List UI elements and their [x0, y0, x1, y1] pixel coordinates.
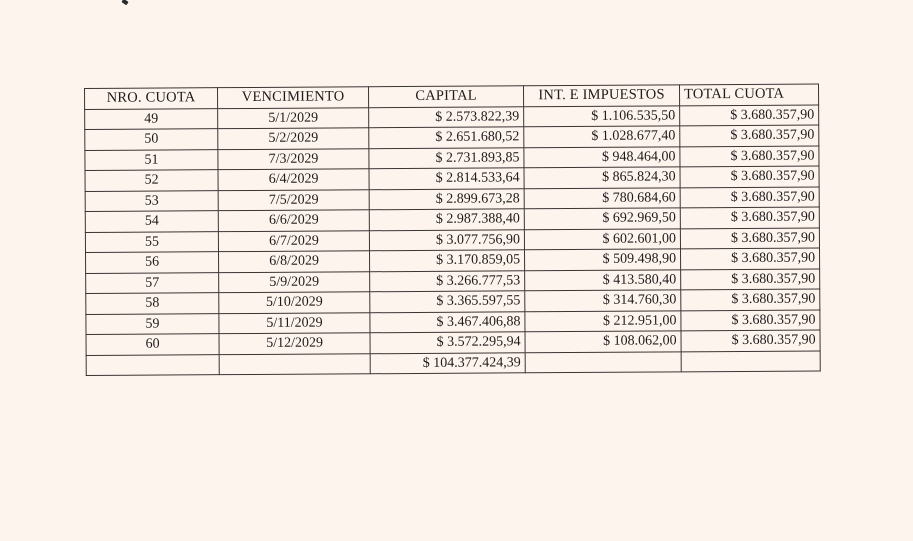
- interes-cell: $ 1.028.677,40: [524, 126, 680, 147]
- total-cuota-cell: $ 3.680.357,90: [680, 125, 819, 146]
- cuota-cell: 56: [86, 252, 219, 273]
- capital-cell: $ 2.987.388,40: [369, 209, 524, 230]
- total-cuota-cell: $ 3.680.357,90: [681, 269, 820, 290]
- vencimiento-cell: 7/3/2029: [218, 148, 369, 169]
- cuota-cell: 55: [85, 231, 218, 252]
- interes-cell: $ 780.684,60: [524, 187, 680, 208]
- cuota-cell: 52: [85, 170, 218, 191]
- cuota-cell: 51: [85, 149, 218, 170]
- capital-cell: $ 3.170.859,05: [369, 250, 524, 271]
- cuota-cell: 49: [85, 108, 218, 129]
- header-int-impuestos: INT. E IMPUESTOS: [523, 85, 679, 106]
- total-cuota-cell: $ 3.680.357,90: [680, 187, 819, 208]
- pen-mark: [121, 0, 128, 5]
- header-total-cuota: TOTAL CUOTA: [679, 84, 818, 105]
- vencimiento-cell: 5/11/2029: [219, 312, 370, 333]
- total-interes-cell: [525, 351, 681, 372]
- total-cuota-cell: $ 3.680.357,90: [681, 330, 820, 351]
- amortization-table-container: [84, 84, 821, 376]
- vencimiento-cell: 6/4/2029: [218, 169, 369, 190]
- capital-cell: $ 2.731.893,85: [369, 147, 524, 168]
- capital-cell: $ 2.899.673,28: [369, 188, 524, 209]
- capital-cell: $ 3.467.406,88: [370, 311, 525, 332]
- interes-cell: $ 509.498,90: [524, 249, 680, 270]
- interes-cell: $ 314.760,30: [525, 290, 681, 311]
- interes-cell: $ 108.062,00: [525, 331, 681, 352]
- total-cuota-cell: $ 3.680.357,90: [680, 207, 819, 228]
- total-capital-cell: $ 104.377.424,39: [370, 352, 525, 373]
- table-total-row: [86, 351, 820, 376]
- interes-cell: $ 692.969,50: [524, 208, 680, 229]
- total-cuota-cell: $ 3.680.357,90: [680, 248, 819, 269]
- cuota-cell: 58: [86, 293, 219, 314]
- vencimiento-cell: 6/7/2029: [218, 230, 369, 251]
- total-cuota-cell: $ 3.680.357,90: [680, 146, 819, 167]
- capital-cell: $ 2.573.822,39: [369, 106, 524, 127]
- cuota-cell: 57: [86, 272, 219, 293]
- cuota-cell: 50: [85, 129, 218, 150]
- vencimiento-cell: 5/9/2029: [219, 271, 370, 292]
- cuota-cell: 53: [85, 190, 218, 211]
- total-cuota-cell: [86, 354, 219, 375]
- vencimiento-cell: 6/8/2029: [219, 251, 370, 272]
- capital-cell: $ 2.814.533,64: [369, 168, 524, 189]
- cuota-cell: 54: [85, 211, 218, 232]
- vencimiento-cell: 5/1/2029: [218, 107, 369, 128]
- capital-cell: $ 3.266.777,53: [370, 270, 525, 291]
- total-cuota-cell: $ 3.680.357,90: [680, 166, 819, 187]
- capital-cell: $ 3.572.295,94: [370, 332, 525, 353]
- total-cuota-cell: $ 3.680.357,90: [681, 310, 820, 331]
- header-capital: CAPITAL: [368, 86, 523, 107]
- capital-cell: $ 3.365.597,55: [370, 291, 525, 312]
- total-cuota-cell: $ 3.680.357,90: [680, 105, 819, 126]
- header-vencimiento: VENCIMIENTO: [218, 87, 369, 108]
- interes-cell: $ 602.601,00: [524, 228, 680, 249]
- total-cuota-cell: $ 3.680.357,90: [681, 289, 820, 310]
- vencimiento-cell: 5/12/2029: [219, 333, 370, 354]
- amortization-table: [84, 84, 821, 376]
- interes-cell: $ 212.951,00: [525, 310, 681, 331]
- total-vencimiento-cell: [219, 353, 370, 374]
- vencimiento-cell: 6/6/2029: [218, 210, 369, 231]
- cuota-cell: 60: [86, 334, 219, 355]
- vencimiento-cell: 7/5/2029: [218, 189, 369, 210]
- capital-cell: $ 2.651.680,52: [369, 127, 524, 148]
- interes-cell: $ 948.464,00: [524, 146, 680, 167]
- vencimiento-cell: 5/2/2029: [218, 128, 369, 149]
- vencimiento-cell: 5/10/2029: [219, 292, 370, 313]
- interes-cell: $ 413.580,40: [525, 269, 681, 290]
- total-total-cell: [681, 351, 820, 372]
- header-nro-cuota: NRO. CUOTA: [85, 88, 218, 109]
- interes-cell: $ 865.824,30: [524, 167, 680, 188]
- capital-cell: $ 3.077.756,90: [369, 229, 524, 250]
- cuota-cell: 59: [86, 313, 219, 334]
- total-cuota-cell: $ 3.680.357,90: [680, 228, 819, 249]
- interes-cell: $ 1.106.535,50: [524, 105, 680, 126]
